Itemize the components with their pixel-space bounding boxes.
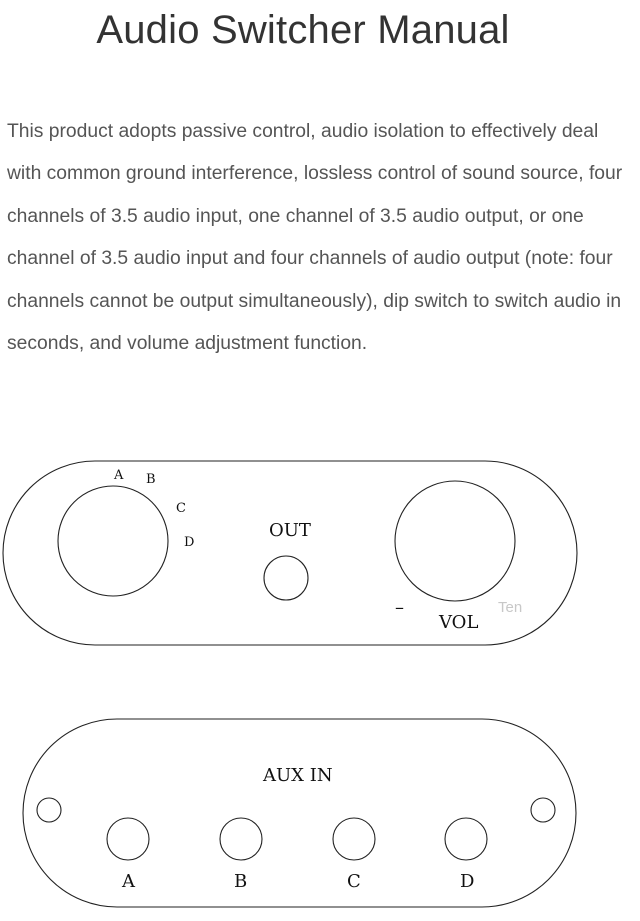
volume-knob [395,481,515,601]
selector-label-b: B [146,472,156,487]
volume-label: VOL [439,612,479,633]
rear-panel-labels [121,765,474,892]
input-jack-b [220,818,262,860]
mount-hole-right [531,798,555,822]
page-title: Audio Switcher Manual [96,8,510,52]
out-label: OUT [269,520,311,541]
watermark-text: Ten [498,599,523,616]
volume-minus-label: – [395,597,404,618]
out-jack [264,556,308,600]
selector-label-d: D [184,535,195,550]
selector-label-a: A [114,468,124,483]
mount-hole-left [37,798,61,822]
selector-label-c: C [176,501,186,516]
jack-label-a: A [122,871,135,892]
jack-label-b: B [234,871,248,892]
input-jack-a [107,818,149,860]
jack-label-c: C [347,871,361,892]
jack-label-d: D [460,871,475,892]
rear-panel-outline [23,719,576,907]
rear-panel [23,719,576,907]
front-panel [3,461,577,645]
selector-knob [58,486,168,596]
input-jack-c [333,818,375,860]
input-jack-d [445,818,487,860]
aux-in-label: AUX IN [263,765,333,786]
product-description: This product adopts passive control, audio isolation to effectively deal with common ground interference, lossless control of sound source, four channels of 3.5 audio input, one channel of 3.5 audio output, or one channel of 3.5 audio input and four channels of audio output (note: four channels cannot be output simultaneously), dip switch to switch audio in seconds, and volume adjustment function. [7,121,623,355]
front-panel-outline [3,461,577,645]
front-panel-labels [113,468,522,633]
